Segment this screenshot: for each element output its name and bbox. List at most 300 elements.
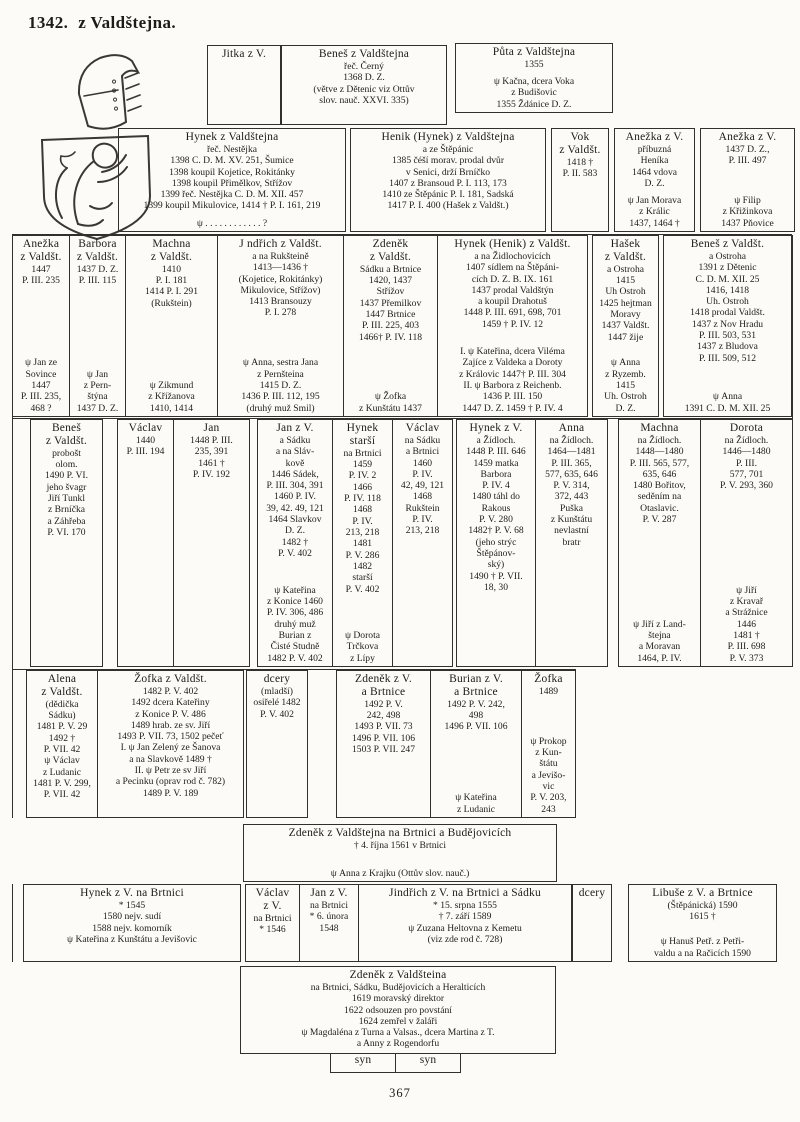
person-detail-line: ψ Filip — [734, 195, 761, 207]
marriage-info — [241, 357, 319, 414]
person-detail-line: 1492 P. V. — [364, 698, 403, 710]
person-detail-line: a na Slavkově 1489 † — [129, 753, 212, 765]
person-box-alena — [26, 670, 98, 818]
person-detail-line: 1398 koupil Přimělkov, Střížov — [171, 177, 293, 189]
person-detail-line: 18, 30 — [484, 581, 508, 593]
person-box-zdenek-1 — [343, 235, 438, 417]
person-detail-line: 1447 D. Z. 1459 † P. IV. 4 — [462, 402, 563, 414]
person-detail-line: 1482 † — [281, 536, 309, 548]
person-detail-line: Otaslavic. — [640, 502, 679, 514]
person-detail-line: P. IV. — [352, 515, 373, 527]
person-detail-line: 1407 sídlem na Štěpáni- — [466, 262, 559, 274]
person-detail-line: 42, 49, 121 — [400, 480, 445, 492]
person-name: Zdeněk z V. — [354, 673, 413, 685]
person-detail-line: (větve z Dětenic viz Ottův — [313, 83, 415, 95]
marriage-info — [494, 76, 574, 110]
person-detail-line: P. VII. 42 — [43, 744, 81, 755]
person-detail-line: Zajíce z Valdeka a Doroty — [462, 357, 563, 369]
person-detail-line: ψ Anna z Krajku (Ottův slov. nauč.) — [330, 867, 470, 879]
person-detail-line: a Ostroha — [606, 263, 645, 275]
person-detail-line: D. Z. — [285, 525, 305, 537]
person-detail-line: 1420, 1437 — [368, 275, 413, 287]
person-detail-line: ψ Jiří — [736, 584, 757, 596]
person-detail-line: ψ Anna, sestra Jana — [242, 357, 319, 369]
person-detail-line: ψ Jan ze — [24, 357, 58, 369]
entry-heading — [28, 13, 176, 33]
person-detail-line: v Senici, drží Brníčko — [405, 166, 491, 178]
person-detail-line: z Královic 1447† P. III. 304 — [459, 368, 566, 380]
person-detail-line: a Pecinku (oprav rod č. 782) — [115, 776, 226, 788]
marriage-info — [331, 868, 470, 879]
person-detail-line: 1448 P. III. 646 — [466, 446, 526, 458]
person-detail-line: 1489 hrab. ze sv. Jiří — [130, 719, 211, 731]
person-detail-line: starší — [352, 572, 373, 584]
person-detail-line: Mikulovice, Střížov) — [240, 284, 321, 296]
person-detail-line: C. D. M. XII. 25 — [695, 273, 760, 285]
person-detail-line: 1461 † — [198, 457, 225, 469]
marriage-info — [148, 380, 195, 414]
person-detail-line: 1619 moravský direktor — [351, 993, 445, 1005]
person-detail-line: P. V. 402 — [345, 583, 380, 595]
person-detail-line: ψ Kateřina — [274, 584, 316, 596]
person-box-zofka-2 — [521, 670, 576, 818]
person-box-benes-probost — [30, 419, 103, 667]
person-detail-line: 1391 z Dětenic — [698, 262, 757, 274]
person-detail-line: Sádku) — [48, 710, 76, 722]
person-detail-line: P. VI. 170 — [47, 526, 86, 538]
person-detail-line: 1446 Sádek, — [271, 468, 319, 480]
person-detail-line: 1446 — [736, 618, 757, 630]
person-detail-line: P. IV. 118 — [344, 493, 381, 504]
person-detail-line: z Pern- — [83, 380, 112, 392]
person-detail-line: 1448—1480 — [635, 446, 684, 458]
person-box-henik — [350, 128, 546, 232]
person-detail-line: P. III. 503, 531 — [698, 330, 757, 342]
person-detail-line: z Křížanova — [148, 391, 195, 403]
person-detail-line: P. V. 402 — [278, 548, 312, 559]
person-detail-line: † 4. října 1561 v Brtnici — [353, 839, 447, 851]
person-detail-line: 1460 P. IV. — [274, 491, 316, 503]
person-detail-line: na Brtnici — [309, 899, 349, 911]
person-detail-line: 1415 — [615, 380, 636, 392]
person-name: Václav — [405, 422, 440, 434]
person-box-hynek-nestejka — [118, 128, 346, 232]
person-name: Henik (Hynek) z Valdštejna — [381, 131, 515, 143]
person-detail-line: valdu a na Račicích 1590 — [654, 947, 751, 959]
person-detail-line: P. III. 194 — [126, 446, 165, 458]
person-detail-line: Burian z — [278, 630, 312, 642]
person-detail-line: Jiří Tunkl — [47, 493, 86, 504]
person-detail-line: ψ Jan Morava — [627, 195, 682, 207]
person-detail-line: a Moravan — [638, 641, 681, 653]
person-detail-line: 1464 vdova — [631, 166, 678, 178]
person-detail-line: ψ Jiří z Land- — [633, 618, 686, 630]
person-detail-line: Heníka — [640, 155, 669, 167]
family-name: z Valdštejna. — [78, 13, 177, 32]
person-detail-line: P. III. 304, 391 — [266, 480, 324, 492]
person-box-jan-sadek — [257, 419, 333, 667]
person-detail-line: 1480 táhl do — [472, 491, 520, 503]
person-detail-line: ψ Magdaléna z Turna a Valsas., dcera Martina z T. — [301, 1027, 495, 1039]
person-detail-line: 1447 žije — [607, 331, 644, 343]
person-name: Hynek — [346, 422, 379, 434]
person-detail-line: 1464 Slavkov — [268, 514, 322, 526]
person-detail-line: ψ Anna — [610, 357, 641, 369]
person-detail-line: P. II. 583 — [562, 168, 598, 180]
person-detail-line: 1437 Pňovice — [721, 217, 774, 229]
person-detail-line: P. III. 365, — [551, 457, 592, 469]
marriage-info — [345, 630, 380, 664]
person-detail-line: * 1545 — [118, 899, 146, 911]
person-box-machna-zidloch — [618, 419, 701, 667]
person-detail-line: a Záhřeba — [47, 515, 86, 527]
connector-line — [12, 884, 13, 962]
person-name: Burian z V. — [449, 673, 503, 685]
person-detail-line: a Brtnici — [405, 446, 440, 458]
person-detail-line: 1482 — [352, 560, 373, 572]
person-detail-line: Barbora — [480, 468, 512, 480]
person-detail-line: * 6. února — [309, 911, 349, 923]
person-detail-line: 1368 D. Z. — [343, 72, 385, 84]
person-detail-line: 1415 D. Z. — [259, 380, 302, 392]
person-detail-line: 1391 C. D. M. XII. 25 — [684, 402, 771, 414]
person-name: syn — [354, 1054, 372, 1066]
person-detail-line: ψ Václav — [44, 755, 80, 767]
person-box-zofka-1 — [97, 670, 244, 818]
connector-line — [12, 235, 13, 818]
person-detail-line: 1460 — [412, 457, 433, 469]
entry-number: 1342. — [28, 13, 69, 32]
person-detail-line: 235, 391 — [194, 446, 229, 458]
person-detail-line: Puška — [560, 502, 583, 514]
person-detail-line: 1448 P. III. — [190, 434, 233, 446]
person-box-machna-1 — [125, 235, 218, 417]
person-detail-line: 1437 z Bludova — [697, 341, 758, 353]
person-name: Zdeněk — [372, 238, 409, 250]
person-detail-line: Čisté Studně — [270, 641, 320, 653]
person-name: Jan z V. — [310, 887, 348, 899]
person-detail-line: 1624 zemřel v žaláři — [358, 1015, 438, 1027]
person-detail-line: P. III. 225, 403 — [361, 320, 420, 332]
person-detail-line: 1415 — [615, 275, 636, 287]
marriage-info — [267, 585, 323, 664]
person-box-vok — [551, 128, 609, 232]
person-name: Beneš — [51, 422, 82, 434]
person-detail-line: I. ψ Jan Zelený ze Šanova — [120, 742, 221, 754]
person-detail-line: Rakous — [481, 502, 511, 514]
person-detail-line: řeč. Nestějka — [206, 143, 258, 155]
person-box-zdenek-brtnice — [336, 670, 431, 818]
person-detail-line: na Žídloch. — [724, 434, 769, 446]
marriage-info — [725, 585, 767, 664]
person-box-dcery-1 — [246, 670, 308, 818]
person-detail-line: 1493 P. VII. 73, 1502 pečeť — [117, 731, 224, 743]
person-detail-line: ψ Prokop — [530, 735, 567, 747]
person-detail-line: (dědička — [45, 698, 79, 710]
person-name: syn — [419, 1054, 437, 1066]
person-detail-line: 1425 hejtman — [599, 297, 652, 309]
person-box-jindrich-rukstein — [217, 235, 344, 417]
person-detail-line: 1398 C. D. M. XV. 251, Šumice — [170, 155, 294, 167]
marriage-info — [604, 357, 647, 414]
person-detail-line: P. V. 280 — [479, 514, 513, 526]
person-name: Hynek (Henik) z Valdšt. — [454, 238, 571, 250]
person-detail-line: ψ . . . . . . . . . . . . ? — [196, 217, 268, 229]
person-box-benes-ostroh — [663, 235, 792, 417]
person-detail-line: 1440 — [135, 434, 156, 446]
person-detail-line: 1437 z Nov Hradu — [691, 318, 764, 330]
person-detail-line: štejna — [648, 630, 671, 642]
person-detail-line: 1482† P. V. 68 — [468, 525, 524, 537]
marriage-info — [721, 195, 774, 229]
person-name: dcery — [578, 887, 606, 899]
person-detail-line: Uh. Ostroh — [604, 391, 647, 403]
person-detail-line: (Kojetice, Rokitánky) — [238, 273, 323, 285]
person-name: z Valdšt. — [76, 250, 119, 263]
person-detail-line: z Kunštátu 1437 — [359, 402, 422, 414]
person-detail-line: 243 — [541, 803, 556, 815]
person-detail-line: osiřelé 1482 — [253, 697, 301, 709]
person-name: Jan z V. — [276, 422, 314, 434]
person-detail-line: a Ostroha — [708, 250, 747, 262]
person-detail-line: z Konice 1460 — [267, 596, 323, 608]
connector-line — [12, 418, 793, 419]
person-detail-line: Střížov — [376, 286, 405, 298]
person-box-dorota — [700, 419, 793, 667]
person-detail-line: 1437 D. Z. — [76, 263, 119, 275]
person-name: Anežka z V. — [625, 131, 684, 143]
person-detail-line: P. III. 497 — [728, 155, 767, 167]
person-name: Anežka — [22, 238, 60, 250]
person-detail-line: a na Rukšteině — [252, 250, 309, 262]
person-detail-line: 1490 P. VI. — [44, 470, 88, 482]
person-name: a Brtnice — [361, 685, 406, 698]
person-detail-line: (jeho strýc — [475, 536, 517, 548]
person-name: z Valdšt. — [20, 250, 62, 263]
person-name: Machna — [152, 238, 191, 250]
person-detail-line: 1413 Bransouzy — [249, 296, 312, 308]
person-detail-line: z Budišovic — [511, 87, 557, 99]
person-name: z Valdšt. — [369, 250, 412, 263]
person-box-hynek-zidloch — [456, 419, 536, 667]
person-box-puta — [455, 43, 613, 113]
person-detail-line: Rukštein — [405, 502, 440, 514]
person-detail-line: 577, 701 — [729, 468, 764, 480]
person-name: Hašek — [610, 238, 641, 250]
person-name: Anna — [558, 422, 585, 434]
person-detail-line: Uh Ostroh — [605, 286, 646, 298]
person-detail-line: 1355 — [524, 58, 544, 70]
person-detail-line: Sádku a Brtnice — [359, 263, 422, 275]
person-detail-line: 1466† P. IV. 118 — [358, 331, 423, 343]
person-detail-line: D. Z. — [644, 177, 665, 189]
person-detail-line: 1436 P. III. 112, 195 — [241, 391, 320, 403]
person-detail-line: P. V. 314, — [553, 480, 590, 492]
person-detail-line: P. III. 235 — [22, 275, 60, 287]
person-detail-line: P. IV. 2 — [348, 470, 377, 482]
person-detail-line: (Štěpánická) 1590 — [667, 899, 738, 911]
person-detail-line: 1410, 1414 — [149, 402, 194, 414]
person-box-dcery-2 — [572, 884, 612, 962]
person-detail-line: nevlastní — [554, 525, 589, 537]
person-detail-line: z Ludanic — [42, 766, 82, 778]
person-detail-line: 1481 P. V. 299, — [33, 777, 91, 789]
person-detail-line: jeho švagr — [46, 481, 87, 493]
person-name: Hynek z V. na Brtnici — [80, 887, 184, 899]
person-detail-line: na Brtnici, Sádku, Budějovicích a Heralticích — [310, 981, 486, 993]
person-name: z V. — [263, 899, 282, 912]
person-detail-line: 242, 498 — [366, 710, 401, 722]
person-detail-line: štýna — [87, 391, 108, 403]
person-box-anezka-3 — [12, 235, 70, 417]
person-detail-line: 1448 P. III. 691, 698, 701 — [463, 307, 562, 319]
person-detail-line: 1480 Bořitov, — [633, 480, 686, 492]
person-detail-line: 1447 — [31, 380, 51, 392]
person-detail-line: 1446—1480 — [722, 446, 771, 458]
person-box-anna-zidloch — [535, 419, 608, 667]
person-box-vaclav-sadek — [392, 419, 453, 667]
person-detail-line: 1548 — [319, 922, 339, 934]
person-box-jindrich-brtnice — [358, 884, 572, 962]
person-box-jan-1 — [173, 419, 250, 667]
person-detail-line: štátu — [539, 758, 558, 770]
person-detail-line: z Křižinkova — [722, 206, 773, 218]
person-box-anezka-pribuzna — [614, 128, 695, 232]
person-detail-line: z Konice P. V. 486 — [135, 708, 206, 720]
person-detail-line: P. I. 278 — [264, 307, 297, 319]
person-detail-line: 1615 † — [689, 911, 716, 923]
person-detail-line: D. Z. — [615, 402, 636, 414]
person-detail-line: a na Sláv- — [275, 446, 315, 458]
person-detail-line: 1407 z Bransoud P. I. 113, 173 — [389, 177, 507, 189]
person-box-benes-cerny — [281, 45, 447, 125]
person-name: Beneš z Valdštejna — [318, 48, 410, 60]
person-detail-line: na Žídloch. — [637, 434, 682, 446]
person-detail-line: (mladší) — [261, 685, 293, 697]
person-detail-line: 1459 † P. IV. 12 — [481, 318, 544, 330]
marriage-info — [197, 218, 267, 229]
person-detail-line: ψ Anna — [712, 391, 743, 403]
person-name: z Valdšt. — [604, 250, 647, 263]
person-detail-line: 1414 P. I. 291 — [144, 286, 199, 298]
person-detail-line: a Jevišo- — [531, 769, 566, 781]
marriage-info — [77, 369, 119, 414]
person-box-burian — [430, 670, 522, 818]
marriage-info — [633, 619, 686, 664]
person-detail-line: 1464—1481 — [547, 446, 596, 458]
person-name: Jindřich z V. na Brtnici a Sádku — [389, 887, 541, 899]
person-detail-line: ψ Žofka — [374, 391, 407, 403]
person-name: Vok — [570, 131, 590, 143]
page-number: 367 — [389, 1086, 411, 1100]
person-detail-line: (Rukštein) — [151, 297, 192, 309]
person-detail-line: * 1546 — [259, 924, 286, 936]
person-detail-line: P. III. 115 — [78, 275, 117, 287]
person-detail-line: z Kun- — [535, 747, 562, 759]
person-detail-line: 1447 Brtnice — [365, 309, 416, 320]
person-detail-line: 1481 P. V. 29 — [36, 721, 88, 733]
person-detail-line: II. ψ Barbora z Reichenb. — [463, 380, 562, 392]
person-detail-line: z Brníčka — [47, 504, 86, 516]
person-detail-line: na Brtnici — [343, 447, 382, 459]
person-detail-line: kově — [285, 457, 305, 469]
person-detail-line: P. IV. — [412, 514, 433, 526]
person-detail-line: 1468 — [352, 504, 373, 516]
person-detail-line: P. V. 293, 360 — [720, 480, 773, 492]
person-name: dcery — [263, 673, 291, 685]
person-detail-line: a ze Štěpánic — [422, 143, 474, 155]
person-detail-line: ψ Kačna, dcera Voka — [493, 76, 575, 88]
person-name: Beneš z Valdšt. — [690, 238, 765, 250]
person-detail-line: Štěpánov- — [476, 548, 516, 559]
person-detail-line: P. IV. — [412, 468, 433, 480]
person-box-hynek-starsi — [332, 419, 393, 667]
person-detail-line: 1447 — [31, 263, 51, 275]
person-detail-line: z Králic — [639, 206, 670, 218]
person-detail-line: 1355 Ždánice D. Z. — [496, 98, 572, 110]
person-detail-line: na Žídloch. — [549, 434, 594, 446]
person-detail-line: a na Židlochovicích — [474, 250, 551, 262]
person-detail-line: P. V. 287 — [642, 514, 677, 526]
person-detail-line: 1496 P. VII. 106 — [444, 721, 508, 733]
person-name: Barbora — [78, 238, 117, 250]
person-detail-line: z Kravař — [729, 596, 764, 608]
person-detail-line: 1489 — [538, 685, 559, 697]
person-name: Žofka — [534, 673, 563, 685]
person-detail-line: 1437 D. Z. — [76, 402, 119, 414]
marriage-info — [459, 346, 566, 414]
person-detail-line: P. V. 203, — [530, 792, 567, 804]
marriage-info — [359, 391, 422, 414]
connector-line — [12, 669, 576, 670]
person-detail-line: z Pernšteina — [257, 368, 304, 380]
person-name: Alena — [47, 673, 77, 685]
person-box-jan-2 — [299, 884, 359, 962]
person-detail-line: na Brtnici — [253, 912, 292, 924]
person-box-zdenek-heraltice — [240, 966, 556, 1054]
person-detail-line: 1489 P. V. 189 — [142, 787, 199, 799]
person-detail-line: 1492 † — [48, 732, 76, 744]
person-detail-line: P. III. 235, — [20, 391, 62, 403]
person-name: Žofka z Valdšt. — [134, 673, 207, 685]
person-detail-line: z Ryzemb. — [605, 368, 646, 380]
marriage-info — [455, 792, 496, 815]
person-detail-line: P. III. 698 — [727, 641, 766, 653]
person-detail-line: a Sádku — [279, 434, 311, 446]
person-detail-line: 1436 P. III. 150 — [482, 391, 543, 403]
person-detail-line: P. V. 373 — [729, 652, 764, 664]
person-detail-line: ψ Zuzana Heltovna z Kemetu — [408, 922, 522, 934]
person-detail-line: slov. nauč. XXVI. 335) — [319, 94, 409, 106]
person-detail-line: 635, 646 — [642, 468, 677, 480]
person-detail-line: na Sádku — [404, 434, 441, 446]
person-detail-line: a Anny z Rogendorfu — [356, 1038, 440, 1050]
person-box-vaclav-1 — [117, 419, 174, 667]
person-detail-line: olom. — [55, 459, 78, 471]
person-detail-line: P. III. 565, 577, — [629, 457, 690, 469]
person-detail-line: z Ludanic — [456, 803, 496, 815]
person-detail-line: 1496 P. VII. 106 — [352, 732, 415, 744]
person-detail-line: 1490 † P. VII. — [469, 570, 523, 582]
person-detail-line: P. VII. 42 — [43, 789, 81, 801]
person-name: starší — [349, 434, 376, 447]
person-detail-line: P. III. 509, 512 — [698, 352, 757, 364]
person-detail-line: Uh. Ostroh — [706, 296, 749, 308]
person-box-syn-2 — [395, 1053, 461, 1073]
person-detail-line: ψ Zikmund — [149, 380, 194, 392]
person-detail-line: 1437, 1464 † — [629, 217, 680, 229]
person-detail-line: ψ Jan — [86, 368, 109, 380]
